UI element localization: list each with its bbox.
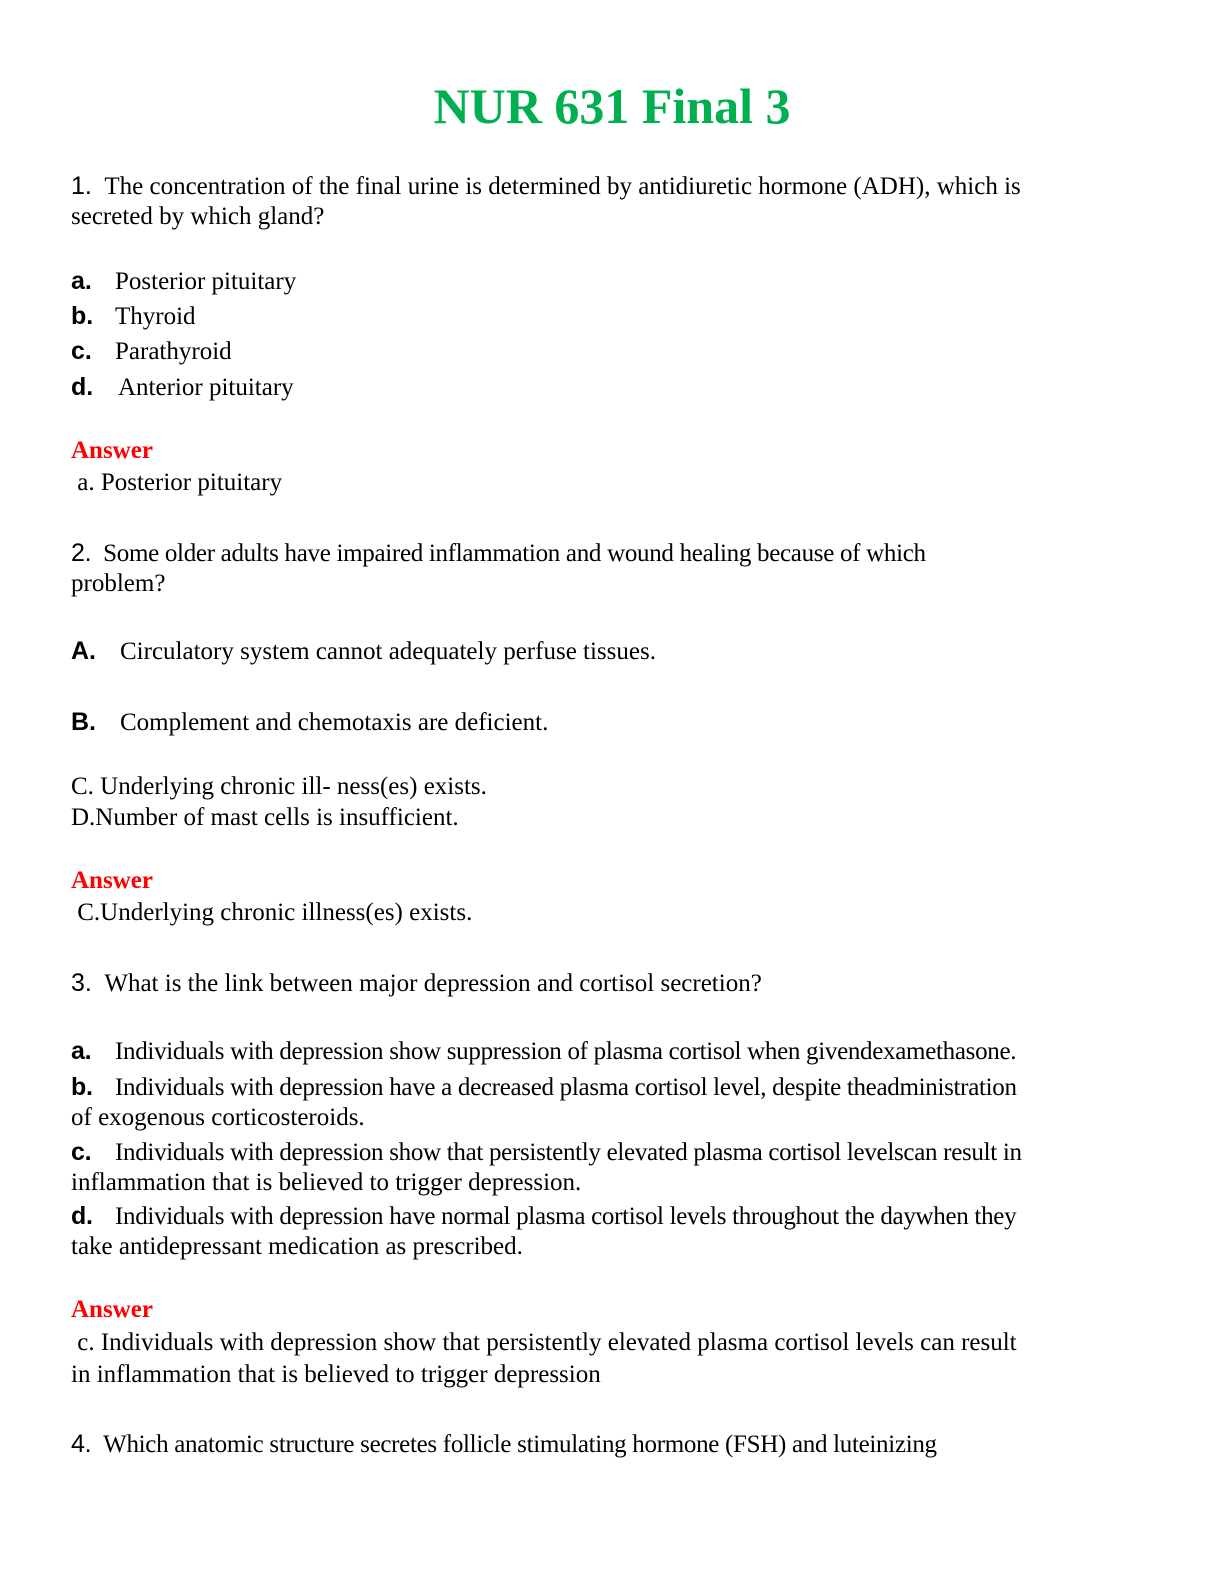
question-2-line-1 <box>71 538 926 569</box>
option-text: Anterior pituitary <box>118 374 294 401</box>
option-text: Complement and chemotaxis are deficient. <box>120 709 549 736</box>
question-2-line-2: problem? <box>71 570 166 597</box>
option-text: Individuals with depression have a decreased plasma cortisol level, despite theadministration <box>115 1074 1017 1101</box>
option-b <box>71 301 196 332</box>
option-label: a. <box>71 1037 92 1065</box>
question-number: 4. <box>71 1430 92 1458</box>
answer-text: a. Posterior pituitary <box>71 469 283 496</box>
option-text: Individuals with depression show suppression of plasma cortisol when givendexamethasone. <box>115 1038 1017 1065</box>
option-b <box>71 1072 1017 1103</box>
answer-label: Answer <box>71 867 153 894</box>
question-1-line-2: secreted by which gland? <box>71 203 325 230</box>
option-text: Thyroid <box>115 303 196 330</box>
option-d-continuation: take antidepressant medication as prescribed. <box>71 1233 523 1260</box>
question-text: Some older adults have impaired inflammation and wound healing because of which <box>103 540 926 567</box>
answer-label: Answer <box>71 1296 153 1323</box>
option-label: B. <box>71 708 96 736</box>
answer-label: Answer <box>71 437 153 464</box>
option-label: b. <box>71 302 94 330</box>
question-number: 1. <box>71 172 92 200</box>
option-d <box>71 1201 1016 1232</box>
option-C: C. Underlying chronic ill- ness(es) exists. <box>71 773 487 800</box>
option-D: D.Number of mast cells is insufficient. <box>71 804 459 831</box>
option-label: A. <box>71 637 96 665</box>
option-c-continuation: inflammation that is believed to trigger depression. <box>71 1169 582 1196</box>
question-text: What is the link between major depression and cortisol secretion? <box>104 970 762 997</box>
question-number: 2. <box>71 539 92 567</box>
question-4-line-1 <box>71 1429 937 1460</box>
option-label: c. <box>71 337 92 365</box>
answer-text-line-1: c. Individuals with depression show that persistently elevated plasma cortisol levels can result <box>71 1329 1017 1356</box>
option-text: Parathyroid <box>115 338 232 365</box>
option-label: c. <box>71 1138 92 1166</box>
option-label: b. <box>71 1073 93 1101</box>
document-title: NUR 631 Final 3 <box>433 78 791 134</box>
option-A <box>71 636 656 667</box>
question-text: Which anatomic structure secretes follicle stimulating hormone (FSH) and luteinizing <box>103 1431 937 1458</box>
option-d <box>71 372 294 403</box>
option-label: d. <box>71 1202 93 1230</box>
option-text: Individuals with depression show that persistently elevated plasma cortisol levelscan result in <box>115 1139 1022 1166</box>
option-text: Individuals with depression have normal plasma cortisol levels throughout the daywhen they <box>115 1203 1017 1230</box>
answer-text: C.Underlying chronic illness(es) exists. <box>71 899 473 926</box>
option-label: d. <box>71 373 94 401</box>
option-c <box>71 336 232 367</box>
question-1-line-1 <box>71 171 1021 202</box>
answer-text-line-2: in inflammation that is believed to trigger depression <box>71 1361 601 1388</box>
option-text: Posterior pituitary <box>115 268 297 295</box>
option-a <box>71 1036 1016 1067</box>
question-3-line-1 <box>71 968 762 999</box>
option-c <box>71 1137 1022 1168</box>
question-number: 3. <box>71 969 92 997</box>
option-b-continuation: of exogenous corticosteroids. <box>71 1104 365 1131</box>
option-a <box>71 266 296 297</box>
question-text: The concentration of the final urine is determined by antidiuretic hormone (ADH), which is <box>104 173 1021 200</box>
option-B <box>71 707 548 738</box>
option-text: Circulatory system cannot adequately perfuse tissues. <box>120 638 656 665</box>
option-label: a. <box>71 267 92 295</box>
